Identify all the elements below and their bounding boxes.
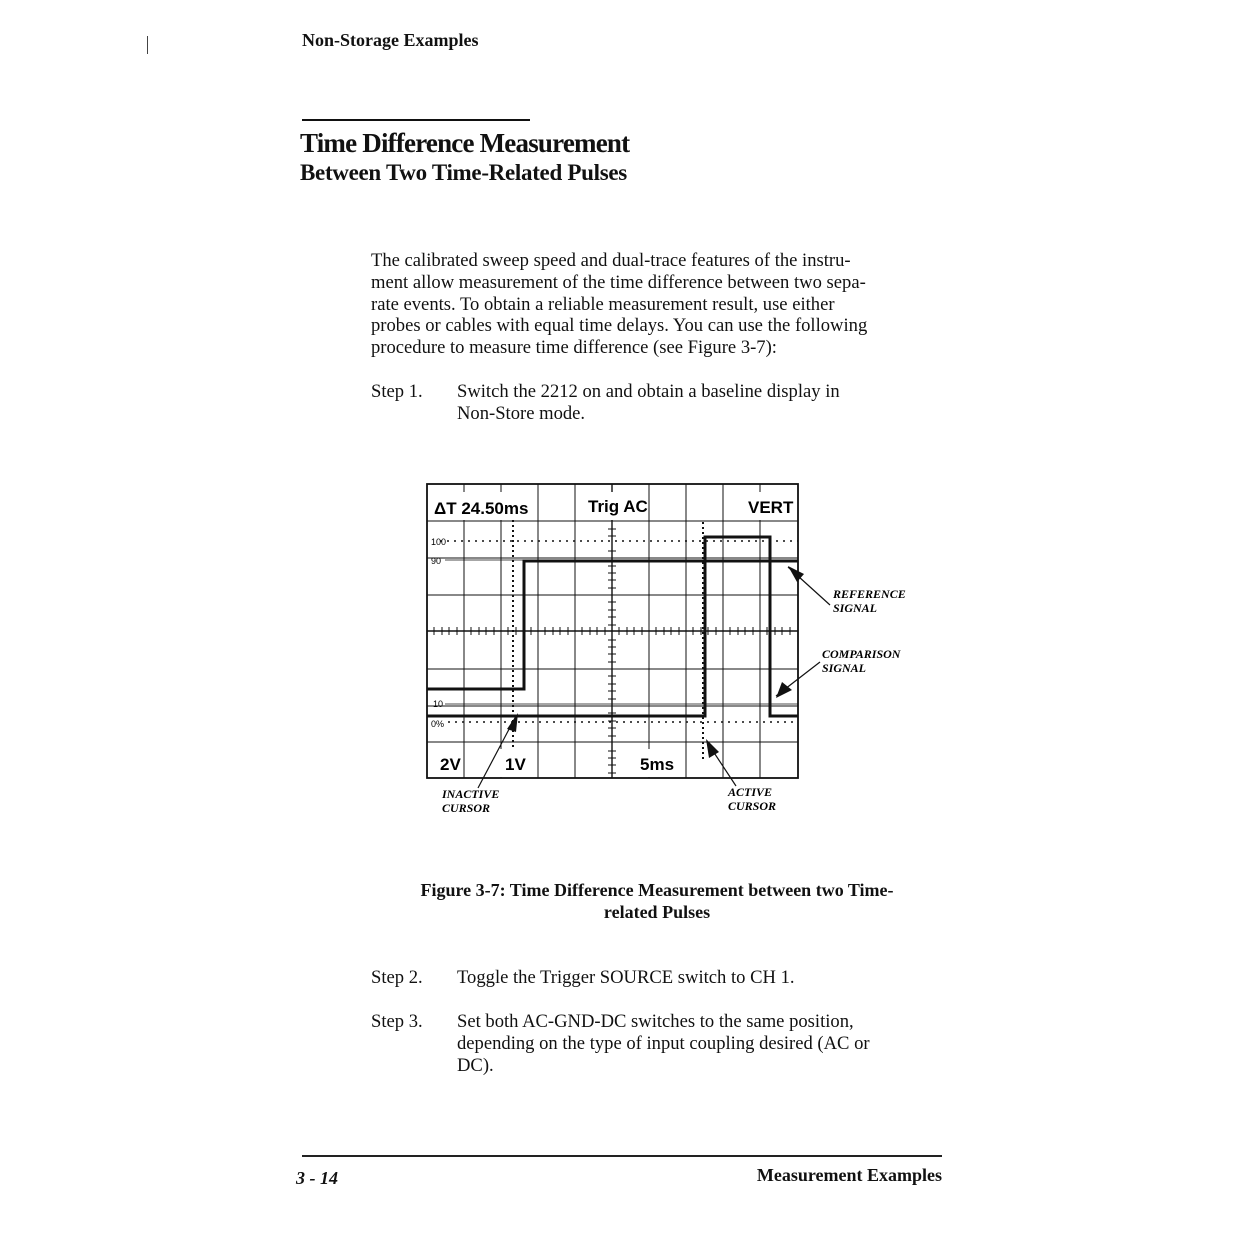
step-2-label: Step 2.: [371, 967, 423, 988]
step-1-label: Step 1.: [371, 381, 423, 402]
step-3-text: [457, 1011, 870, 1076]
title-rule: [302, 119, 530, 121]
ch1-scale-readout: 2V: [440, 755, 461, 774]
inactive-label-1: INACTIVE: [442, 787, 500, 801]
step-line: Toggle the Trigger SOURCE switch to CH 1.: [457, 967, 795, 988]
reference-label-1: REFERENCE: [833, 587, 906, 601]
time-scale-readout: 5ms: [640, 755, 675, 774]
comparison-label-2: SIGNAL: [822, 661, 867, 675]
step-line: Switch the 2212 on and obtain a baseline display in: [457, 381, 840, 402]
step-line: Set both AC-GND-DC switches to the same position,: [457, 1011, 854, 1032]
running-header: Non-Storage Examples: [302, 30, 479, 50]
step-3-label: Step 3.: [371, 1011, 423, 1032]
ch2-scale-readout: 1V: [505, 755, 526, 774]
caption-line: related Pulses: [603, 902, 711, 922]
intro-line: probes or cables with equal time delays. You can use the following: [371, 315, 868, 337]
label-10: 10: [433, 699, 444, 709]
vert-mode-readout: VERT: [748, 498, 794, 517]
page-subtitle: Between Two Time-Related Pulses: [300, 160, 627, 185]
delta-t-readout: ΔT 24.50ms: [434, 499, 529, 518]
intro-line: procedure to measure time difference (see Figure 3-7):: [371, 337, 777, 359]
step-line: DC).: [457, 1054, 494, 1076]
comparison-arrowhead: [776, 682, 792, 698]
intro-paragraph: [371, 250, 951, 359]
active-label-2: CURSOR: [728, 799, 777, 813]
footer-section-title: Measurement Examples: [756, 1165, 942, 1185]
intro-line: rate events. To obtain a reliable measurement result, use either: [371, 293, 835, 315]
footer-rule: [302, 1155, 942, 1157]
step-line: depending on the type of input coupling desired (AC or: [457, 1032, 870, 1054]
intro-line: ment allow measurement of the time difference between two sepa-: [371, 271, 866, 293]
step-2-text: [457, 967, 795, 989]
comparison-label-1: COMPARISON: [822, 647, 901, 661]
label-0: 0%: [431, 719, 445, 729]
oscilloscope-figure: [300, 470, 940, 830]
label-100: 100: [431, 537, 447, 547]
step-line: Non-Store mode.: [457, 402, 586, 424]
trigger-readout: Trig AC: [588, 497, 648, 516]
inactive-label-2: CURSOR: [442, 801, 491, 815]
page-title: Time Difference Measurement: [300, 128, 630, 158]
active-label-1: ACTIVE: [728, 785, 773, 799]
label-90: 90: [431, 556, 442, 566]
caption-line: Figure 3-7: Time Difference Measurement between two Time-: [420, 880, 894, 900]
page-number: 3 - 14: [296, 1168, 338, 1188]
step-1-text: [457, 381, 840, 425]
intro-line: The calibrated sweep speed and dual-trace features of the instru-: [371, 250, 851, 271]
reference-label-2: SIGNAL: [833, 601, 878, 615]
margin-mark: [147, 36, 148, 54]
figure-caption: [360, 879, 954, 923]
